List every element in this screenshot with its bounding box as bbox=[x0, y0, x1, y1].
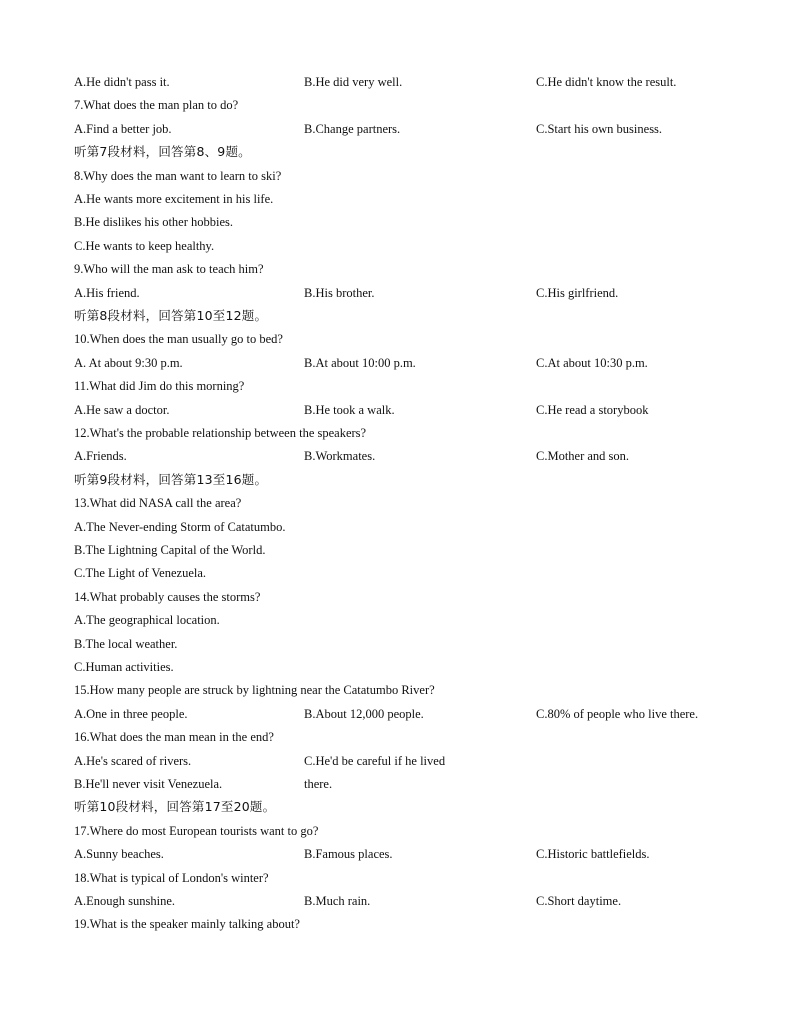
question-text: 7.What does the man plan to do? bbox=[74, 98, 239, 112]
section-instruction: 听第8段材料，回答第10至12题。 bbox=[74, 308, 268, 323]
option-col-2: B.He took a walk. bbox=[304, 403, 395, 417]
option-col-1: B.The Lightning Capital of the World. bbox=[74, 543, 266, 557]
option-col-1: A.His friend. bbox=[74, 286, 140, 300]
option-col-2: B.Famous places. bbox=[304, 847, 393, 861]
option-col-2: B.Change partners. bbox=[304, 122, 401, 136]
option-col-3: C.He read a storybook bbox=[536, 403, 649, 417]
question-text: 8.Why does the man want to learn to ski? bbox=[74, 169, 282, 183]
option-col-3: C.His girlfriend. bbox=[536, 286, 619, 300]
option-col-3: C.Start his own business. bbox=[536, 122, 663, 136]
option-col-1: A.The Never-ending Storm of Catatumbo. bbox=[74, 520, 286, 534]
question-text: 9.Who will the man ask to teach him? bbox=[74, 262, 264, 276]
option-col-1: A.He wants more excitement in his life. bbox=[74, 192, 274, 206]
option-col-3: C.At about 10:30 p.m. bbox=[536, 356, 648, 370]
question-text: 11.What did Jim do this morning? bbox=[74, 379, 245, 393]
option-col-1: C.He wants to keep healthy. bbox=[74, 239, 215, 253]
option-col-1: A.Enough sunshine. bbox=[74, 894, 176, 908]
option-col-3: C.Mother and son. bbox=[536, 449, 630, 463]
option-col-1: B.The local weather. bbox=[74, 637, 178, 651]
section-instruction: 听第9段材料，回答第13至16题。 bbox=[74, 472, 268, 487]
option-col-1: B.He dislikes his other hobbies. bbox=[74, 215, 234, 229]
option-col-2: B.Workmates. bbox=[304, 449, 376, 463]
option-col-2: B.Much rain. bbox=[304, 894, 371, 908]
question-text: 16.What does the man mean in the end? bbox=[74, 730, 274, 744]
option-col-3: C.Historic battlefields. bbox=[536, 847, 650, 861]
question-text: 18.What is typical of London's winter? bbox=[74, 871, 269, 885]
option-col-2: B.At about 10:00 p.m. bbox=[304, 356, 416, 370]
question-text: 12.What's the probable relationship between the speakers? bbox=[74, 426, 367, 440]
option-col-1: A.The geographical location. bbox=[74, 613, 220, 627]
option-col-3: C.80% of people who live there. bbox=[536, 707, 699, 721]
option-col-1: A.Find a better job. bbox=[74, 122, 172, 136]
question-text: 14.What probably causes the storms? bbox=[74, 590, 261, 604]
question-text: 10.When does the man usually go to bed? bbox=[74, 332, 283, 346]
question-text: 17.Where do most European tourists want to go? bbox=[74, 824, 319, 838]
option-col-1: A.He's scared of rivers. bbox=[74, 754, 192, 768]
option-col-2: B.About 12,000 people. bbox=[304, 707, 424, 721]
question-text: 13.What did NASA call the area? bbox=[74, 496, 242, 510]
section-instruction: 听第7段材料，回答第8、9题。 bbox=[74, 144, 251, 159]
option-col-1: B.He'll never visit Venezuela. bbox=[74, 777, 223, 791]
option-col-1: A.Friends. bbox=[74, 449, 127, 463]
option-col-3: C.He didn't know the result. bbox=[536, 75, 677, 89]
section-instruction: 听第10段材料，回答第17至20题。 bbox=[74, 799, 276, 814]
option-col-1: A.Sunny beaches. bbox=[74, 847, 164, 861]
option-col-1: A.He didn't pass it. bbox=[74, 75, 170, 89]
option-col-2: there. bbox=[304, 777, 333, 791]
option-col-1: A. At about 9:30 p.m. bbox=[74, 356, 183, 370]
question-text: 19.What is the speaker mainly talking about? bbox=[74, 917, 300, 931]
option-col-2: B.He did very well. bbox=[304, 75, 403, 89]
option-col-1: A.One in three people. bbox=[74, 707, 188, 721]
option-col-2: C.He'd be careful if he lived bbox=[304, 754, 446, 768]
option-col-2: B.His brother. bbox=[304, 286, 375, 300]
option-col-1: C.The Light of Venezuela. bbox=[74, 566, 207, 580]
option-col-1: C.Human activities. bbox=[74, 660, 174, 674]
option-col-1: A.He saw a doctor. bbox=[74, 403, 170, 417]
option-col-3: C.Short daytime. bbox=[536, 894, 622, 908]
question-text: 15.How many people are struck by lightning near the Catatumbo River? bbox=[74, 683, 435, 697]
